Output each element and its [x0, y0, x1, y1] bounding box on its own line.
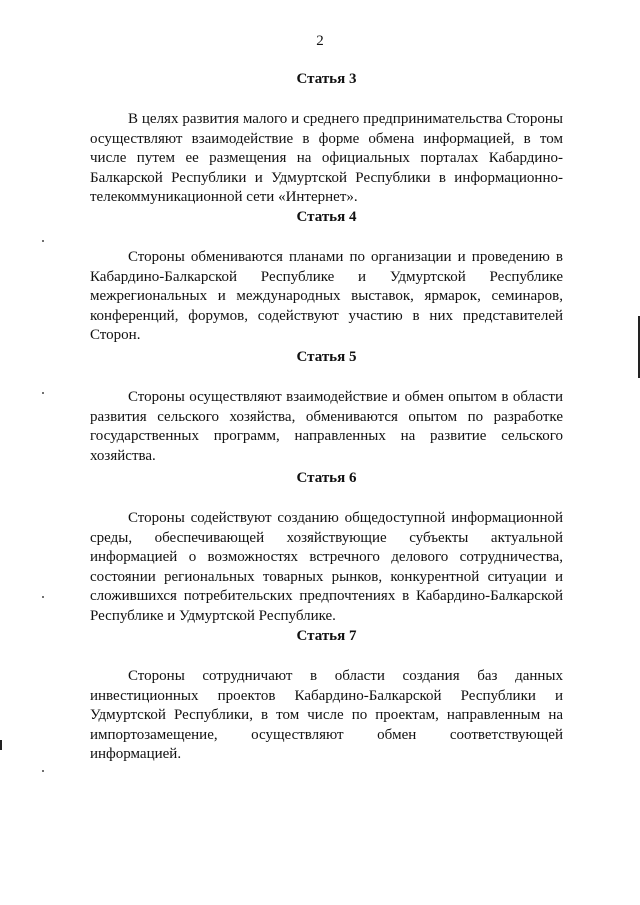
- article-body: Стороны обмениваются планами по организации и проведению в Кабардино-Балкарской Республике и Удмуртской Республике межрегиональных и международных выставок, ярмарок, семинаров, конференций, форумов, содействуют участию в них представителей Сторон.: [90, 249, 563, 343]
- scan-margin-dot: [42, 770, 44, 772]
- article-4: [90, 208, 563, 346]
- article-body: Стороны сотрудничают в области создания баз данных инвестиционных проектов Кабардино-Балкарской Республики и Удмуртской Республики, в том числе по проектам, направленным на импортозамещение, осуществляют обмен соответствующей информацией.: [90, 668, 563, 762]
- scan-edge-mark: [0, 740, 2, 750]
- article-title: Статья 3: [296, 71, 357, 87]
- article-title: Статья 4: [296, 209, 357, 225]
- article-title: Статья 6: [296, 470, 357, 486]
- article-title: Статья 5: [296, 349, 357, 365]
- article-title: Статья 7: [296, 628, 357, 644]
- article-body: Стороны осуществляют взаимодействие и обмен опытом в области развития сельского хозяйства, обмениваются опытом по разработке государственных программ, направленных на развитие сельского хозяйства.: [90, 389, 563, 464]
- page-number: 2: [316, 33, 324, 49]
- article-6: [90, 469, 563, 626]
- article-3: [90, 70, 563, 208]
- article-body: В целях развития малого и среднего предпринимательства Стороны осуществляют взаимодействие в форме обмена информацией, в том числе путем ее размещения на официальных порталах Кабардино-Балкарской Республики и Удмуртской Республики в информационно-телекоммуникационной сети «Интернет».: [90, 111, 563, 205]
- article-7: [90, 627, 563, 765]
- article-body: Стороны содействуют созданию общедоступной информационной среды, обеспечивающей хозяйствующие субъекты актуальной информацией о возможностях встречного делового сотрудничества, состоянии региональных товарных рынков, конкурентной ситуации и сложившихся потребительских предпочтениях в Кабардино-Балкарской Республике и Удмуртской Республике.: [90, 510, 563, 624]
- article-5: [90, 348, 563, 466]
- scan-margin-dot: [42, 240, 44, 242]
- scan-margin-dot: [42, 596, 44, 598]
- scan-margin-dot: [42, 392, 44, 394]
